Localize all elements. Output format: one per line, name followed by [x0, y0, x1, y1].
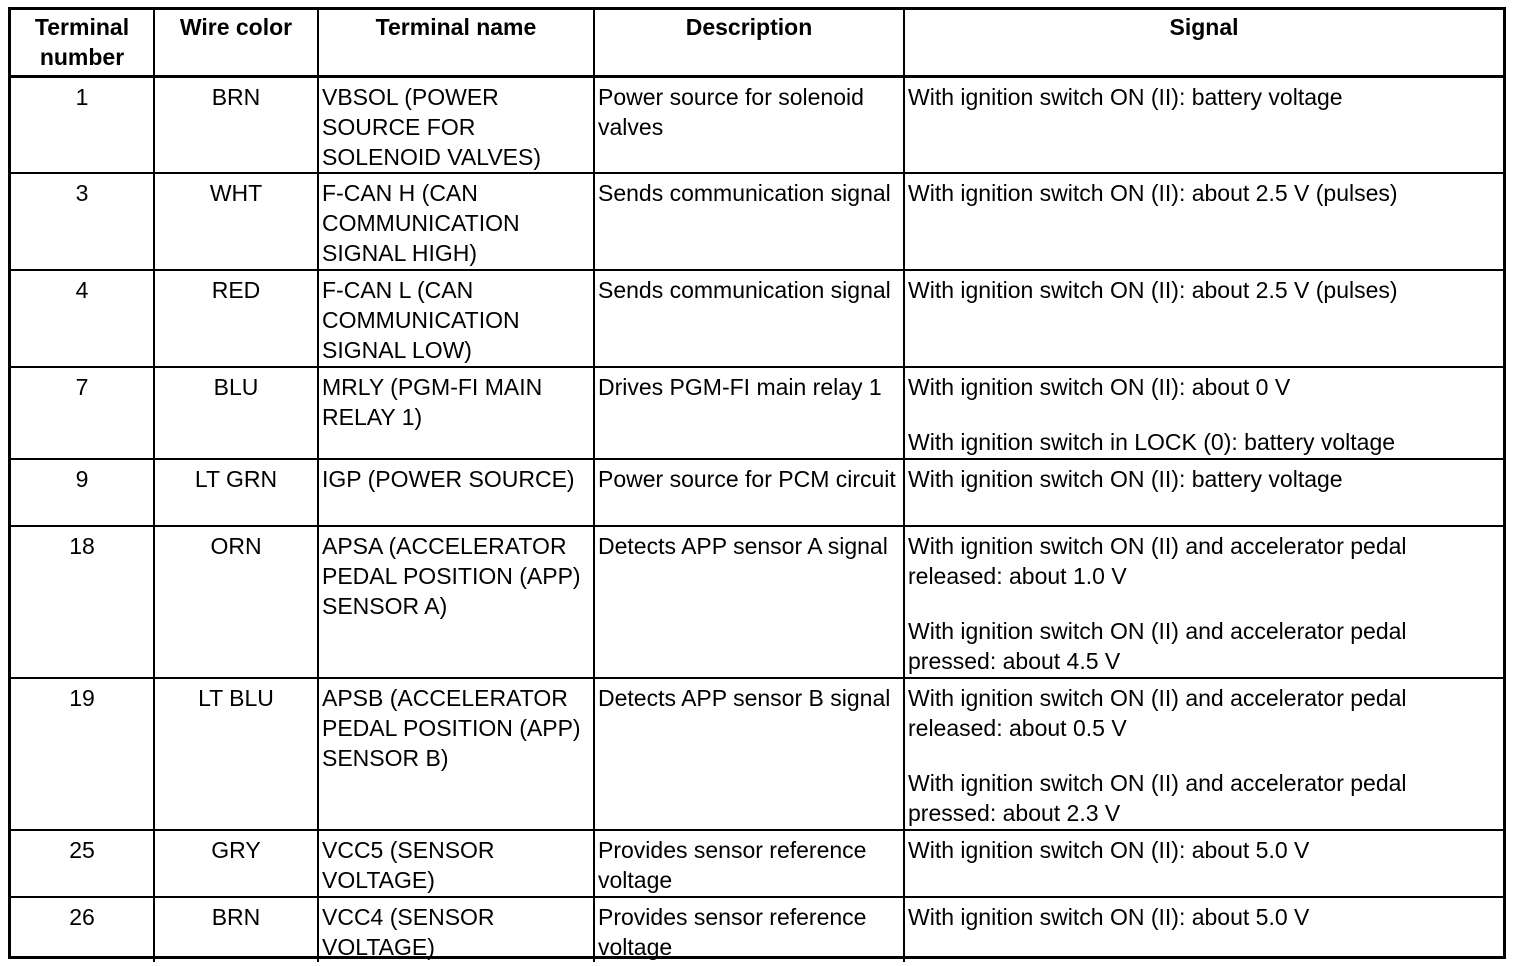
terminal-name-cell: VCC5 (SENSOR VOLTAGE)	[318, 830, 594, 897]
terminal-name-cell: F-CAN L (CAN COMMUNICATION SIGNAL LOW)	[318, 270, 594, 367]
header-wire-color: Wire color	[154, 10, 318, 76]
signal-gap	[908, 743, 1500, 768]
description-cell: Detects APP sensor B signal	[594, 678, 904, 830]
signal-text: With ignition switch ON (II) and accelerator pedal pressed: about 4.5 V	[908, 618, 1407, 674]
terminal-table-document	[8, 7, 1506, 959]
signal-text: With ignition switch ON (II): about 2.5 V (pulses)	[908, 180, 1398, 206]
signal-text: With ignition switch ON (II) and accelerator pedal pressed: about 2.3 V	[908, 770, 1407, 826]
wire-color-cell: ORN	[154, 526, 318, 678]
signal-cell	[904, 830, 1503, 897]
header-signal: Signal	[904, 10, 1503, 76]
signal-text: With ignition switch in LOCK (0): battery voltage	[908, 429, 1396, 455]
terminal-number-cell: 25	[11, 830, 154, 897]
terminal-number-cell: 1	[11, 76, 154, 173]
table-row	[11, 367, 1503, 459]
wire-color-cell: BRN	[154, 76, 318, 173]
terminal-name-cell: F-CAN H (CAN COMMUNICATION SIGNAL HIGH)	[318, 173, 594, 270]
description-cell: Drives PGM-FI main relay 1	[594, 367, 904, 459]
wire-color-cell: LT BLU	[154, 678, 318, 830]
signal-text: With ignition switch ON (II) and accelerator pedal released: about 1.0 V	[908, 533, 1407, 589]
terminal-name-cell: APSB (ACCELERATOR PEDAL POSITION (APP) SENSOR B)	[318, 678, 594, 830]
terminal-name-cell: VCC4 (SENSOR VOLTAGE)	[318, 897, 594, 962]
table-row	[11, 678, 1503, 830]
header-terminal-number: Terminal number	[11, 10, 154, 76]
terminal-name-cell: MRLY (PGM-FI MAIN RELAY 1)	[318, 367, 594, 459]
signal-text: With ignition switch ON (II): about 2.5 V (pulses)	[908, 277, 1398, 303]
signal-gap	[908, 402, 1500, 427]
signal-cell	[904, 526, 1503, 678]
wire-color-cell: BRN	[154, 897, 318, 962]
table-body	[11, 76, 1503, 962]
description-cell: Sends communication signal	[594, 270, 904, 367]
wire-color-cell: RED	[154, 270, 318, 367]
wire-color-cell: WHT	[154, 173, 318, 270]
terminal-number-cell: 26	[11, 897, 154, 962]
description-cell: Sends communication signal	[594, 173, 904, 270]
table-row	[11, 830, 1503, 897]
terminal-number-cell: 4	[11, 270, 154, 367]
terminal-number-cell: 7	[11, 367, 154, 459]
header-description: Description	[594, 10, 904, 76]
wire-color-cell: GRY	[154, 830, 318, 897]
description-cell: Provides sensor reference voltage	[594, 830, 904, 897]
signal-text: With ignition switch ON (II): battery voltage	[908, 83, 1343, 110]
signal-text: With ignition switch ON (II): about 5.0 V	[908, 904, 1310, 930]
signal-gap	[908, 591, 1500, 616]
terminal-number-cell: 9	[11, 459, 154, 526]
signal-cell	[904, 173, 1503, 270]
terminal-number-cell: 19	[11, 678, 154, 830]
terminal-name-cell: VBSOL (POWER SOURCE FOR SOLENOID VALVES)	[318, 76, 594, 173]
signal-cell	[904, 76, 1503, 173]
wire-color-cell: LT GRN	[154, 459, 318, 526]
description-cell: Power source for PCM circuit	[594, 459, 904, 526]
signal-text: With ignition switch ON (II): about 5.0 V	[908, 837, 1310, 863]
table-row	[11, 526, 1503, 678]
terminal-name-cell: IGP (POWER SOURCE)	[318, 459, 594, 526]
table-row	[11, 897, 1503, 962]
description-cell: Provides sensor reference voltage	[594, 897, 904, 962]
header-terminal-name: Terminal name	[318, 10, 594, 76]
signal-text: With ignition switch ON (II): battery voltage	[908, 466, 1343, 492]
signal-cell	[904, 270, 1503, 367]
terminal-number-cell: 18	[11, 526, 154, 678]
table-row	[11, 459, 1503, 526]
terminal-name-cell: APSA (ACCELERATOR PEDAL POSITION (APP) SENSOR A)	[318, 526, 594, 678]
signal-cell	[904, 459, 1503, 526]
table-row	[11, 270, 1503, 367]
description-cell: Detects APP sensor A signal	[594, 526, 904, 678]
table-row	[11, 76, 1503, 173]
table-header	[11, 10, 1503, 76]
terminal-number-cell: 3	[11, 173, 154, 270]
signal-cell	[904, 367, 1503, 459]
description-cell: Power source for solenoid valves	[594, 76, 904, 173]
signal-text: With ignition switch ON (II) and accelerator pedal released: about 0.5 V	[908, 685, 1407, 741]
table-row	[11, 173, 1503, 270]
terminal-table	[11, 10, 1503, 962]
signal-cell	[904, 897, 1503, 962]
signal-cell	[904, 678, 1503, 830]
wire-color-cell: BLU	[154, 367, 318, 459]
signal-text: With ignition switch ON (II): about 0 V	[908, 374, 1291, 400]
